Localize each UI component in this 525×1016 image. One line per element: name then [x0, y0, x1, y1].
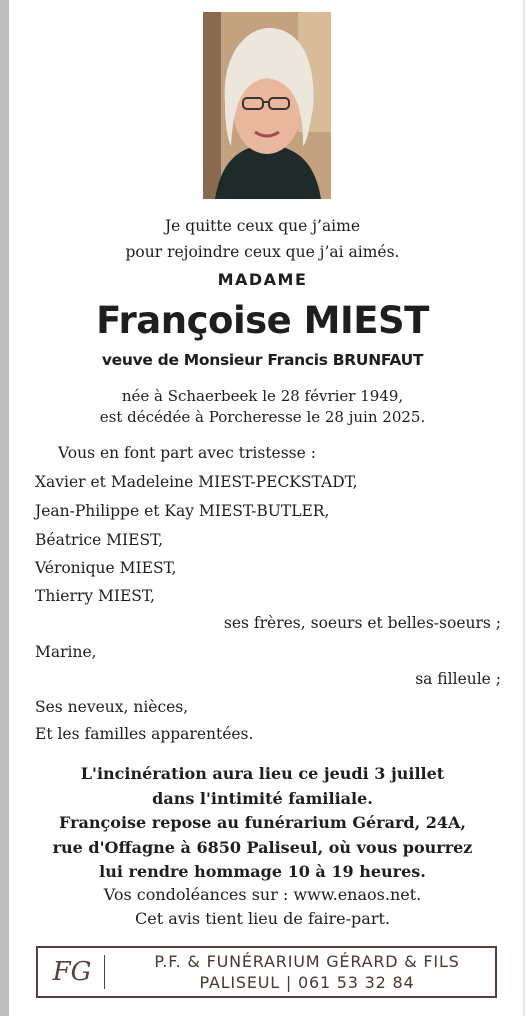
funeral-home-name: P.F. & FUNÉRARIUM GÉRARD & FILS	[154, 952, 460, 971]
siblings-relation: ses frères, soeurs et belles-soeurs ;	[223, 614, 501, 632]
family-member: Xavier et Madeleine MIEST-PECKSTADT,	[35, 473, 358, 491]
family-member: Thierry MIEST,	[35, 587, 155, 605]
banner-divider	[104, 955, 105, 989]
funeral-home-info	[119, 951, 495, 993]
quote-line-1: Je quitte ceux que j’aime	[164, 217, 361, 235]
epitaph-quote	[0, 213, 525, 265]
death-line: est décédée à Porcheresse le 28 juin 2025.	[99, 408, 426, 426]
family-member: Ses neveux, nièces,	[35, 698, 189, 716]
family-member: Jean-Philippe et Kay MIEST-BUTLER,	[35, 502, 330, 520]
ceremony-line: Françoise repose au funérarium Gérard, 24A,	[59, 813, 466, 832]
ceremony-line: lui rendre hommage 10 à 19 heures.	[99, 862, 426, 881]
family-intro: Vous en font part avec tristesse :	[58, 444, 316, 462]
family-member: Véronique MIEST,	[35, 559, 177, 577]
widow-of-line: veuve de Monsieur Francis BRUNFAUT	[101, 351, 424, 369]
goddaughter-relation: sa filleule ;	[415, 670, 501, 688]
funeral-home-banner	[36, 946, 497, 998]
family-member: Marine,	[35, 643, 97, 661]
closing-notes	[0, 883, 525, 931]
honorific-title: MADAME	[217, 270, 308, 289]
funeral-home-monogram-icon: FG	[52, 957, 92, 987]
portrait-photo	[203, 12, 331, 199]
quote-line-2: pour rejoindre ceux que j’ai aimés.	[125, 243, 400, 261]
ceremony-details	[0, 762, 525, 885]
condolences-line: Vos condoléances sur : www.enaos.net.	[103, 885, 422, 904]
ceremony-line: L'incinération aura lieu ce jeudi 3 juillet	[80, 764, 445, 783]
family-member: Béatrice MIEST,	[35, 531, 164, 549]
birth-line: née à Schaerbeek le 28 février 1949,	[121, 387, 404, 405]
deceased-name: Françoise MIEST	[96, 299, 429, 342]
birth-death-dates	[0, 386, 525, 428]
ceremony-line: rue d'Offagne à 6850 Paliseul, où vous pourrez	[52, 837, 473, 857]
notice-line: Cet avis tient lieu de faire-part.	[135, 909, 390, 928]
family-member: Et les familles apparentées.	[35, 725, 254, 743]
ceremony-line: dans l'intimité familiale.	[152, 788, 373, 808]
funeral-home-contact: PALISEUL | 061 53 32 84	[199, 973, 415, 992]
